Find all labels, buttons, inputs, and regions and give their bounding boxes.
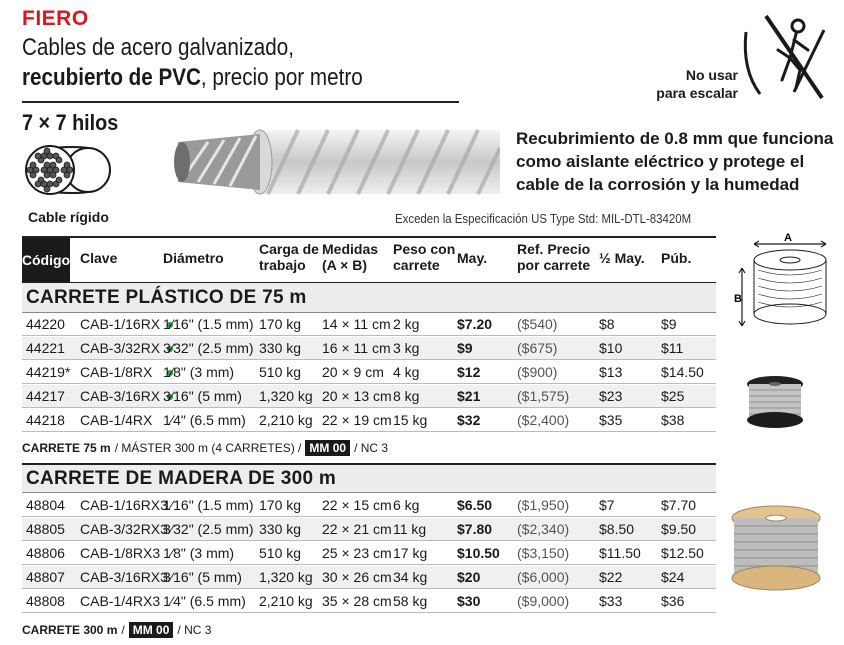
cell-pub: $14.50 <box>661 364 704 380</box>
title-underline <box>22 101 459 103</box>
cell-pub: $36 <box>661 593 685 609</box>
cell-may: $21 <box>457 388 481 404</box>
cell-diametro: 1⁄16" (1.5 mm) <box>163 316 254 332</box>
table-row <box>22 313 716 336</box>
table-row <box>22 494 716 517</box>
cell-carga: 1,320 kg <box>259 388 313 404</box>
warning-line2: para escalar <box>656 85 738 101</box>
dim-label-b: B <box>734 293 742 305</box>
cell-medidas: 20 × 9 cm <box>322 364 384 380</box>
cell-diametro: 3⁄16" (5 mm) <box>163 388 242 404</box>
cell-pub: $38 <box>661 412 685 428</box>
strand-cross-section-icon <box>16 138 116 202</box>
cell-carga: 170 kg <box>259 316 302 332</box>
cell-carga: 2,210 kg <box>259 593 313 609</box>
cell-clave: CAB-1/4RX <box>80 412 153 428</box>
cell-peso: 2 kg <box>393 316 420 332</box>
cable-illustration <box>168 120 500 202</box>
cell-may: $6.50 <box>457 497 493 513</box>
cell-clave: CAB-3/16RX3 <box>80 569 168 585</box>
cell-clave: CAB-1/8RX3 <box>80 545 161 561</box>
cell-diametro: 3⁄32" (2.5 mm) <box>163 340 254 356</box>
cell-pub: $9 <box>661 316 677 332</box>
cell-carga: 510 kg <box>259 364 302 380</box>
cell-medidas: 22 × 21 cm <box>322 521 392 537</box>
cell-ref-precio: ($1,575) <box>517 388 570 404</box>
header-pub: Púb. <box>661 250 692 266</box>
header-diametro: Diámetro <box>163 250 224 266</box>
table-row <box>22 566 716 589</box>
product-title-line2 <box>22 64 363 92</box>
table-row <box>22 518 716 541</box>
header-carga-line1: Carga de <box>259 241 319 257</box>
cell-media-may: $33 <box>599 593 623 609</box>
section-title-plastico: CARRETE PLÁSTICO DE 75 m <box>26 287 307 308</box>
footer-tail: / NC 3 <box>354 441 389 455</box>
header-peso-line2: carrete <box>393 257 440 273</box>
footer-text: / <box>121 623 125 637</box>
cell-peso: 8 kg <box>393 388 420 404</box>
cell-ref-precio: ($6,000) <box>517 569 570 585</box>
cell-peso: 6 kg <box>393 497 420 513</box>
cell-codigo: 44217 <box>26 388 65 404</box>
cell-codigo: 48808 <box>26 593 65 609</box>
coating-description: Recubrimiento de 0.8 mm que funciona como aislante eléctrico y protege el cable de la corrosión y la humedad <box>516 129 834 194</box>
cell-ref-precio: ($675) <box>517 340 558 356</box>
cell-may: $7.20 <box>457 316 493 332</box>
footer-mm-box: MM 00 <box>129 622 174 638</box>
table-row <box>22 542 716 565</box>
cell-pub: $12.50 <box>661 545 704 561</box>
cell-carga: 170 kg <box>259 497 302 513</box>
cell-ref-precio: ($540) <box>517 316 558 332</box>
cell-peso: 11 kg <box>393 521 427 537</box>
table-row <box>22 385 716 408</box>
cell-media-may: $35 <box>599 412 623 428</box>
footer-tail: / NC 3 <box>177 623 212 637</box>
cell-medidas: 14 × 11 cm <box>322 316 391 332</box>
section-footer-plastico <box>22 440 388 456</box>
cell-media-may: $23 <box>599 388 623 404</box>
header-peso <box>393 241 455 273</box>
cell-pub: $11 <box>661 340 684 356</box>
strand-count-label: 7 × 7 hilos <box>22 110 119 135</box>
cell-media-may: $8.50 <box>599 521 635 537</box>
no-climb-warning <box>642 66 738 102</box>
cell-diametro: 1⁄4" (6.5 mm) <box>163 593 246 609</box>
no-climbing-icon <box>738 10 830 102</box>
cell-diametro: 1⁄4" (6.5 mm) <box>163 412 246 428</box>
cell-pub: $7.70 <box>661 497 697 513</box>
dim-label-a: A <box>784 232 792 244</box>
cell-medidas: 35 × 28 cm <box>322 593 392 609</box>
footer-mm-box: MM 00 <box>305 440 350 456</box>
table-row <box>22 409 716 432</box>
header-carga-line2: trabajo <box>259 257 306 273</box>
footer-label: CARRETE 300 m <box>22 623 118 637</box>
cell-medidas: 22 × 19 cm <box>322 412 392 428</box>
plastic-reel-photo <box>744 372 806 434</box>
cell-may: $30 <box>457 593 481 609</box>
cell-ref-precio: ($9,000) <box>517 593 570 609</box>
cell-codigo: 48807 <box>26 569 65 585</box>
table-row <box>22 590 716 613</box>
cell-clave: CAB-1/16RX3 <box>80 497 168 513</box>
cell-codigo: 44218 <box>26 412 65 428</box>
cable-type-label: Cable rígido <box>28 209 109 225</box>
section-title-madera: CARRETE DE MADERA DE 300 m <box>26 468 337 489</box>
cell-peso: 58 kg <box>393 593 428 609</box>
cell-clave: CAB-3/32RX <box>80 340 161 356</box>
title-rest-part: , precio por metro <box>200 64 363 91</box>
cell-peso: 3 kg <box>393 340 420 356</box>
cell-media-may: $13 <box>599 364 623 380</box>
cell-ref-precio: ($2,340) <box>517 521 570 537</box>
cell-pub: $24 <box>661 569 685 585</box>
table-row <box>22 361 716 384</box>
cell-media-may: $10 <box>599 340 623 356</box>
cell-carga: 2,210 kg <box>259 412 313 428</box>
reel-dimension-diagram <box>732 230 840 338</box>
cell-medidas: 20 × 13 cm <box>322 388 392 404</box>
footer-label: CARRETE 75 m <box>22 441 111 455</box>
cell-peso: 15 kg <box>393 412 428 428</box>
cell-carga: 510 kg <box>259 545 302 561</box>
cell-may: $10.50 <box>457 545 500 561</box>
cell-peso: 17 kg <box>393 545 428 561</box>
cell-codigo: 48805 <box>26 521 65 537</box>
header-may: May. <box>457 250 488 266</box>
header-ref-precio <box>517 241 590 273</box>
cell-carga: 1,320 kg <box>259 569 313 585</box>
cell-clave: CAB-1/16RX <box>80 316 161 332</box>
cell-medidas: 16 × 11 cm <box>322 340 391 356</box>
spec-note: Exceden la Especificación US Type Std: MIL-DTL-83420M <box>395 211 692 226</box>
cell-media-may: $11.50 <box>599 545 641 561</box>
wooden-reel-photo <box>728 500 824 596</box>
header-carga <box>259 241 319 273</box>
cell-pub: $9.50 <box>661 521 697 537</box>
cell-medidas: 22 × 15 cm <box>322 497 392 513</box>
cell-may: $7.80 <box>457 521 493 537</box>
cell-peso: 34 kg <box>393 569 428 585</box>
cell-diametro: 1⁄8" (3 mm) <box>163 545 235 561</box>
cell-may: $32 <box>457 412 481 428</box>
header-media-may: ½ May. <box>599 250 645 266</box>
cell-clave: CAB-3/32RX3 <box>80 521 168 537</box>
cell-clave: CAB-1/4RX3 <box>80 593 161 609</box>
warning-line1: No usar <box>685 67 738 83</box>
title-bold-part: recubierto de PVC <box>22 64 201 91</box>
header-medidas-line2: (A × B) <box>322 257 367 273</box>
cell-codigo: 44219* <box>26 364 71 380</box>
cell-diametro: 3⁄16" (5 mm) <box>163 569 242 585</box>
header-codigo: Código <box>22 238 70 282</box>
cell-diametro: 3⁄32" (2.5 mm) <box>163 521 254 537</box>
cell-may: $20 <box>457 569 481 585</box>
cell-may: $12 <box>457 364 481 380</box>
header-ref-line2: por carrete <box>517 257 591 273</box>
cell-clave: CAB-3/16RX <box>80 388 161 404</box>
cell-diametro: 1⁄16" (1.5 mm) <box>163 497 254 513</box>
product-title-line1: Cables de acero galvanizado, <box>22 34 294 61</box>
cell-medidas: 25 × 23 cm <box>322 545 392 561</box>
header-medidas <box>322 241 378 273</box>
section-footer-madera <box>22 622 211 638</box>
header-clave: Clave <box>80 250 118 266</box>
cell-media-may: $8 <box>599 316 615 332</box>
cell-peso: 4 kg <box>393 364 420 380</box>
cell-codigo: 48806 <box>26 545 65 561</box>
cell-ref-precio: ($3,150) <box>517 545 570 561</box>
cell-carga: 330 kg <box>259 521 302 537</box>
cell-clave: CAB-1/8RX <box>80 364 153 380</box>
header-ref-line1: Ref. Precio <box>517 241 591 257</box>
cell-ref-precio: ($1,950) <box>517 497 570 513</box>
cell-codigo: 48804 <box>26 497 65 513</box>
cell-media-may: $7 <box>599 497 615 513</box>
table-row <box>22 337 716 360</box>
header-peso-line1: Peso con <box>393 241 456 257</box>
cell-medidas: 30 × 26 cm <box>322 569 392 585</box>
cell-may: $9 <box>457 340 473 356</box>
cell-diametro: 1⁄8" (3 mm) <box>163 364 235 380</box>
cell-codigo: 44221 <box>26 340 65 356</box>
header-medidas-line1: Medidas <box>322 241 379 257</box>
cell-carga: 330 kg <box>259 340 302 356</box>
cell-ref-precio: ($2,400) <box>517 412 570 428</box>
footer-text: / MÁSTER 300 m (4 CARRETES) / <box>114 441 302 455</box>
cell-codigo: 44220 <box>26 316 65 332</box>
cell-ref-precio: ($900) <box>517 364 558 380</box>
cell-pub: $25 <box>661 388 685 404</box>
brand-logo: FIERO <box>22 7 89 30</box>
cell-media-may: $22 <box>599 569 623 585</box>
